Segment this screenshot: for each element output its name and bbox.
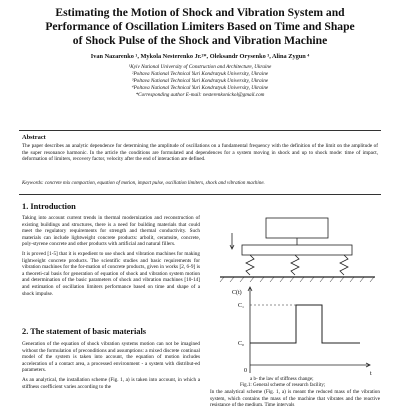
abstract-text: The paper describes an analytic dependence for determining the amplitude of oscillations on a fundamental frequency with the definition of the limit on the amplitude of the super resonance harmonic. In the article the conditions are formulated and dependences for a system moving in shock and up to shock mode: time of impact, deformation of limiters, recovery factor, velocity after the end of interaction are defined. [22,143,378,163]
ground-hatching [220,277,374,282]
stiffness-graph [248,287,370,373]
divider-bottom [19,194,381,195]
figure-subcaption: a b- the law of stiffness change; [250,377,314,382]
paragraph: Taking into account current trends in thermal modernization and reconstruction of existing buildings and structures, there is a need for building materials that could meet the regulatory requirements for strength and thermal conductivity. Such materials can include lightweight concrete products: arbolit, ceramsite, concrete, poly-styrene concrete and other products with artificial and natural fillers. [22,215,200,248]
stiffness-curve [250,305,360,343]
corresponding-author: *Corresponding author E-mail: nesterenkonickol@gmail.com [135,92,265,98]
label-c0: C₀ [238,341,245,347]
affiliation: ⁴Poltava National Technical Yuri Kondratyuk University, Ukraine [131,85,269,91]
basic-materials-body [22,341,200,393]
machine-mass [266,218,328,238]
divider-top [19,130,381,131]
spring-center [291,255,299,275]
label-c-t: C(t) [232,290,242,296]
section-heading-basic-materials: 2. The statement of basic materials [22,327,147,336]
figure-caption: Fig.1: General scheme of research facility; [240,383,326,388]
affiliations [40,64,360,99]
spring-right [340,255,348,275]
figure-research-facility [210,215,382,383]
keywords: Keywords: concrete mix compaction, equation of motion, impact pulse, oscillation limiters, shock and vibration machine. [22,181,265,186]
paragraph: As an analytical, the installation scheme (Fig. 1, a) is taken into account, in which a stiffness coefficient varies according to the [22,376,200,390]
affiliation: ³Poltava National Technical Yuri Kondratyuk University, Ukraine [131,78,269,84]
paragraph: It is proved [1-5] that it is expedient to use shock and vibration machines for making lightweight concrete products. The scientific studies and basic requirements for vibration machines for the for-mation of concrete products, given in works [2, 6-9] is a theoreti-cal basis for generation of equation of shock and vibration system motion and determination of the basic parameters of shock and vibration machines [10-14] and estimation of oscillation limiters performance based on time and shape of a shock impulse. [22,250,200,297]
introduction-body [22,215,200,300]
title-line: Estimating the Motion of Shock and Vibration System and [55,6,345,19]
right-column-text: In the analytical scheme (Fig. 1, a) is meant the reduced mass of the vibration system, which contains the mass of the machine that vibrates and the reactive resistance of the medium. Time intervals [210,389,380,409]
paragraph: Generation of the equation of shock vibration systems motion can not be imagined without the formulation of preconditions and assumptions: a mixed discrete continual model of the system is taken into account, the equation of motion includes acceleration of a contact area, a processed environment - a system with distribut-ed parameters. [22,341,200,374]
section-heading-introduction: 1. Introduction [22,202,76,211]
spring-left [246,255,254,275]
label-t: t [370,371,372,377]
title-line: Performance of Oscillation Limiters Based on Time and Shape [45,20,355,33]
installation-scheme [220,218,375,282]
paper-title [20,6,380,48]
abstract-heading: Abstract [22,134,46,141]
label-c1: C₁ [238,303,245,309]
affiliation: ²Poltava National Technical Yuri Kondratyuk University, Ukraine [131,71,269,77]
label-origin: 0 [244,368,247,374]
authors: Ivan Nazarenko ¹, Mykola Nesterenko Jr.²*, Oleksandr Orysenko ³, Alina Zygun ⁴ [90,53,310,60]
affiliation: ¹Kyiv National University of Construction and Architecture, Ukraine [128,64,272,70]
vibrating-table [242,245,352,255]
title-line: of Shock Pulse of the Shock and Vibration Machine [72,34,328,47]
